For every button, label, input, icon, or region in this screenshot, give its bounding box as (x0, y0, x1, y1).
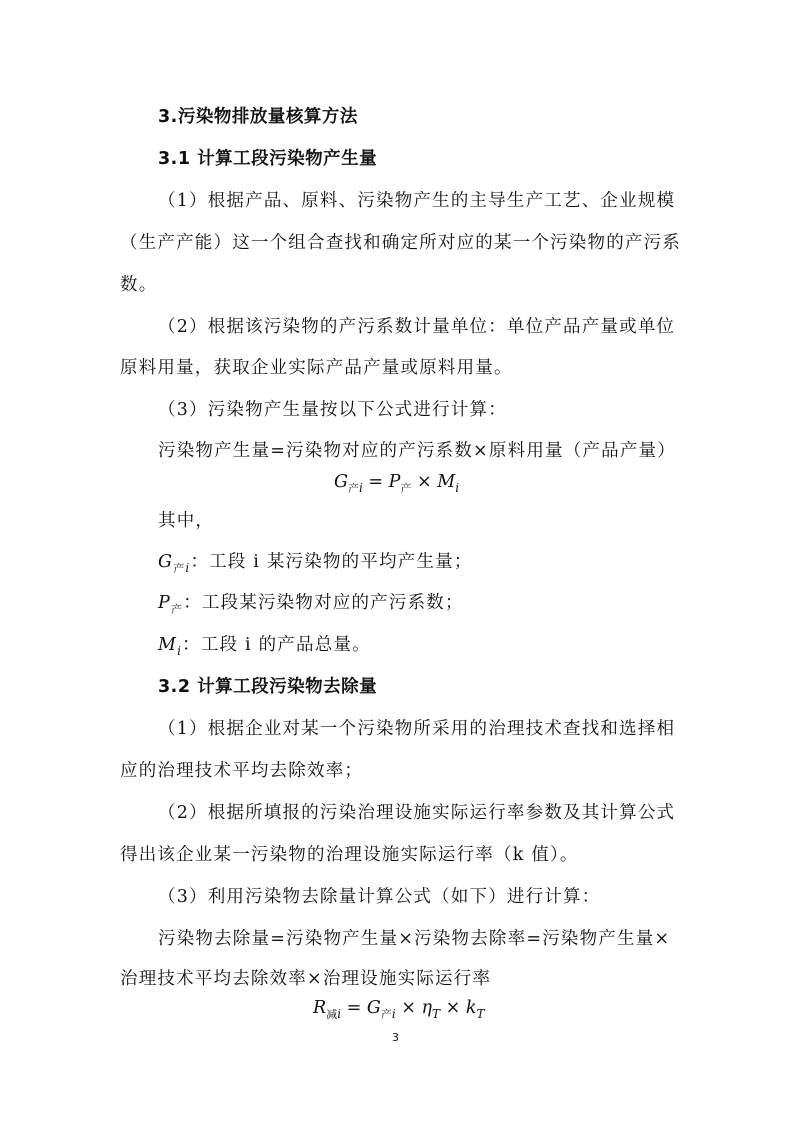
paragraph-line: 数。 (120, 275, 158, 295)
paragraph-line: （2）根据所填报的污染治理设施实际运行率参数及其计算公式 (158, 803, 676, 823)
formula-production: $G_{产i} = P_产 \times M_i$ (334, 472, 460, 495)
section-heading-3-2: 3.2 计算工段污染物去除量 (158, 677, 378, 697)
paragraph-line: 应的治理技术平均去除效率； (120, 761, 364, 781)
paragraph-line: （生产产能）这一个组合查找和确定所对应的某一个污染物的产污系 (120, 233, 681, 253)
definition-p: $P_产$：工段某污染物对应的产污系数； (158, 593, 464, 616)
page-number: 3 (392, 1031, 399, 1044)
paragraph-line: （2）根据该污染物的产污系数计量单位：单位产品产量或单位 (158, 317, 676, 337)
section-heading-3-1: 3.1 计算工段污染物产生量 (158, 149, 378, 169)
formula-description: 污染物产生量=污染物对应的产污系数×原料用量（产品产量） (158, 441, 676, 461)
paragraph-line: （3）利用污染物去除量计算公式（如下）进行计算： (158, 887, 601, 907)
section-heading-3: 3.污染物排放量核算方法 (158, 107, 358, 127)
formula-removal: $R_{减i} = G_{产i} \times \eta_T \times k_T$ (313, 998, 485, 1021)
paragraph-line: （3）污染物产生量按以下公式进行计算： (158, 400, 507, 420)
paragraph-line: （1）根据企业对某一个污染物所采用的治理技术查找和选择相 (158, 719, 676, 739)
formula-description: 治理技术平均去除效率×治理设施实际运行率 (120, 969, 492, 989)
formula-description: 污染物去除量=污染物产生量×污染物去除率=污染物产生量× (158, 929, 671, 949)
definition-m: $M_i$：工段 i 的产品总量。 (158, 635, 371, 658)
paragraph-line: （1）根据产品、原料、污染物产生的主导生产工艺、企业规模 (158, 191, 676, 211)
paragraph-line: 原料用量，获取企业实际产品产量或原料用量。 (120, 358, 513, 378)
definition-g: $G_{产i}$：工段 i 某污染物的平均产生量； (158, 552, 473, 575)
paragraph-line: 得出该企业某一污染物的治理设施实际运行率（k 值）。 (120, 845, 579, 865)
where-label: 其中， (158, 511, 215, 531)
